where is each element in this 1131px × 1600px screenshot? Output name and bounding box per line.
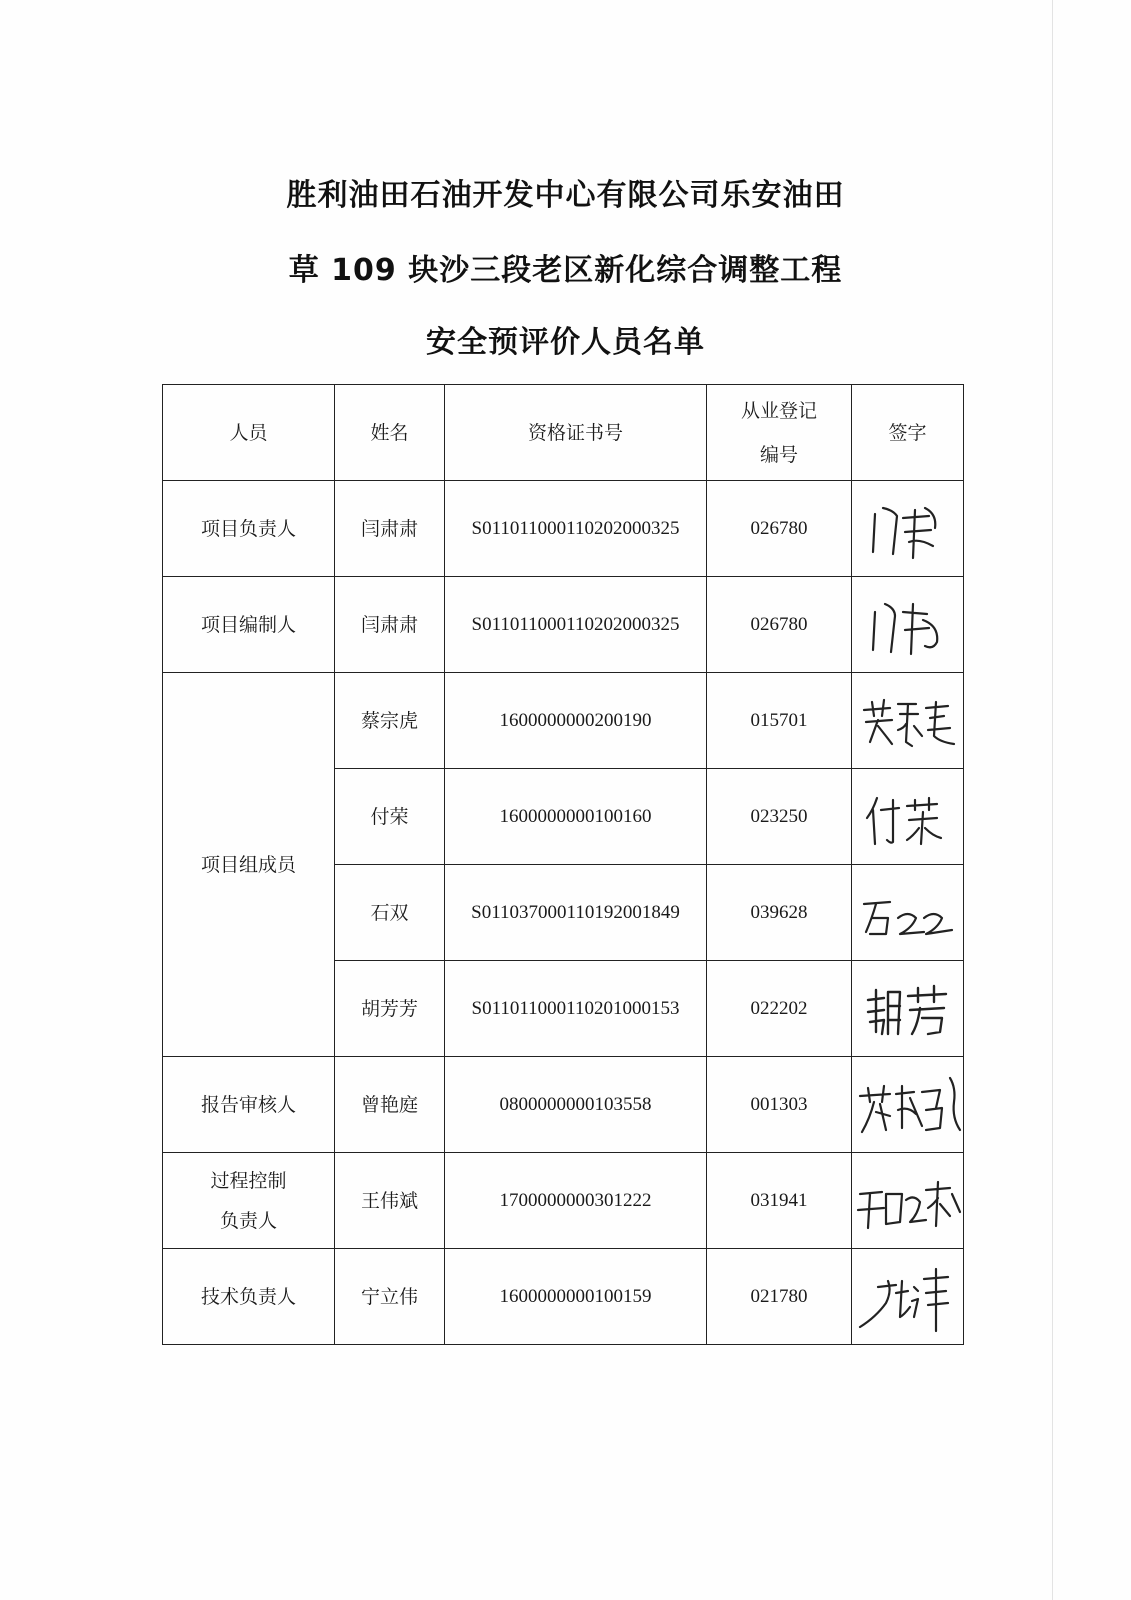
cell-signature xyxy=(852,769,964,865)
cell-registration: 026780 xyxy=(707,577,852,673)
cell-signature xyxy=(852,673,964,769)
page-edge-line xyxy=(1052,0,1053,1600)
handwritten-signature xyxy=(856,1068,966,1142)
cell-role-group: 项目组成员 xyxy=(163,673,335,1057)
cell-certificate: S011011000110201000153 xyxy=(445,961,707,1057)
header-registration-line-1: 从业登记 xyxy=(740,399,817,422)
cell-registration: 015701 xyxy=(707,673,852,769)
header-role: 人员 xyxy=(163,385,335,481)
cell-name: 宁立伟 xyxy=(335,1249,445,1345)
cell-registration: 031941 xyxy=(707,1153,852,1249)
table-row xyxy=(163,481,964,577)
cell-signature xyxy=(852,1153,964,1249)
cell-name: 蔡宗虎 xyxy=(335,673,445,769)
cell-name: 曾艳庭 xyxy=(335,1057,445,1153)
document-title-line-2: 草 109 块沙三段老区新化综合调整工程 xyxy=(288,253,843,288)
cell-name: 王伟斌 xyxy=(335,1153,445,1249)
cell-role-line-2: 负责人 xyxy=(219,1209,277,1232)
cell-role: 报告审核人 xyxy=(163,1057,335,1153)
table-row xyxy=(163,673,964,769)
cell-certificate: S011011000110202000325 xyxy=(445,481,707,577)
document-title-line-3: 安全预评价人员名单 xyxy=(426,325,705,360)
header-signature: 签字 xyxy=(852,385,964,481)
cell-name: 付荣 xyxy=(335,769,445,865)
handwritten-signature xyxy=(856,686,960,756)
cell-certificate: 1600000000100159 xyxy=(445,1249,707,1345)
header-name: 姓名 xyxy=(335,385,445,481)
cell-signature xyxy=(852,481,964,577)
cell-certificate: S011011000110202000325 xyxy=(445,577,707,673)
cell-certificate: S011037000110192001849 xyxy=(445,865,707,961)
cell-certificate: 0800000000103558 xyxy=(445,1057,707,1153)
cell-name: 闫肃肃 xyxy=(335,481,445,577)
cell-name: 闫肃肃 xyxy=(335,577,445,673)
cell-signature xyxy=(852,1057,964,1153)
cell-role-two-line xyxy=(163,1153,335,1249)
personnel-table xyxy=(162,384,964,1345)
handwritten-signature xyxy=(862,974,954,1044)
cell-registration: 022202 xyxy=(707,961,852,1057)
handwritten-signature xyxy=(863,590,953,660)
cell-certificate: 1700000000301222 xyxy=(445,1153,707,1249)
cell-name: 胡芳芳 xyxy=(335,961,445,1057)
cell-registration: 026780 xyxy=(707,481,852,577)
table-row xyxy=(163,1057,964,1153)
cell-certificate: 1600000000200190 xyxy=(445,673,707,769)
handwritten-signature xyxy=(856,1164,966,1238)
cell-role: 技术负责人 xyxy=(163,1249,335,1345)
cell-registration: 023250 xyxy=(707,769,852,865)
cell-role: 项目编制人 xyxy=(163,577,335,673)
handwritten-signature xyxy=(863,494,953,564)
cell-signature xyxy=(852,961,964,1057)
document-title-line-1: 胜利油田石油开发中心有限公司乐安油田 xyxy=(286,178,845,213)
cell-registration: 021780 xyxy=(707,1249,852,1345)
header-registration-number xyxy=(707,385,852,481)
cell-signature xyxy=(852,577,964,673)
table-header-row xyxy=(163,385,964,481)
cell-role-line-1: 过程控制 xyxy=(210,1169,287,1192)
cell-role: 项目负责人 xyxy=(163,481,335,577)
cell-certificate: 1600000000100160 xyxy=(445,769,707,865)
cell-registration: 001303 xyxy=(707,1057,852,1153)
cell-registration: 039628 xyxy=(707,865,852,961)
cell-signature xyxy=(852,1249,964,1345)
cell-signature xyxy=(852,865,964,961)
handwritten-signature xyxy=(863,782,953,852)
header-certificate: 资格证书号 xyxy=(445,385,707,481)
table-row xyxy=(163,1249,964,1345)
cell-name: 石双 xyxy=(335,865,445,961)
handwritten-signature xyxy=(860,878,956,948)
table-row xyxy=(163,577,964,673)
header-registration-line-2: 编号 xyxy=(759,443,798,466)
table-row xyxy=(163,1153,964,1249)
handwritten-signature xyxy=(856,1257,966,1337)
